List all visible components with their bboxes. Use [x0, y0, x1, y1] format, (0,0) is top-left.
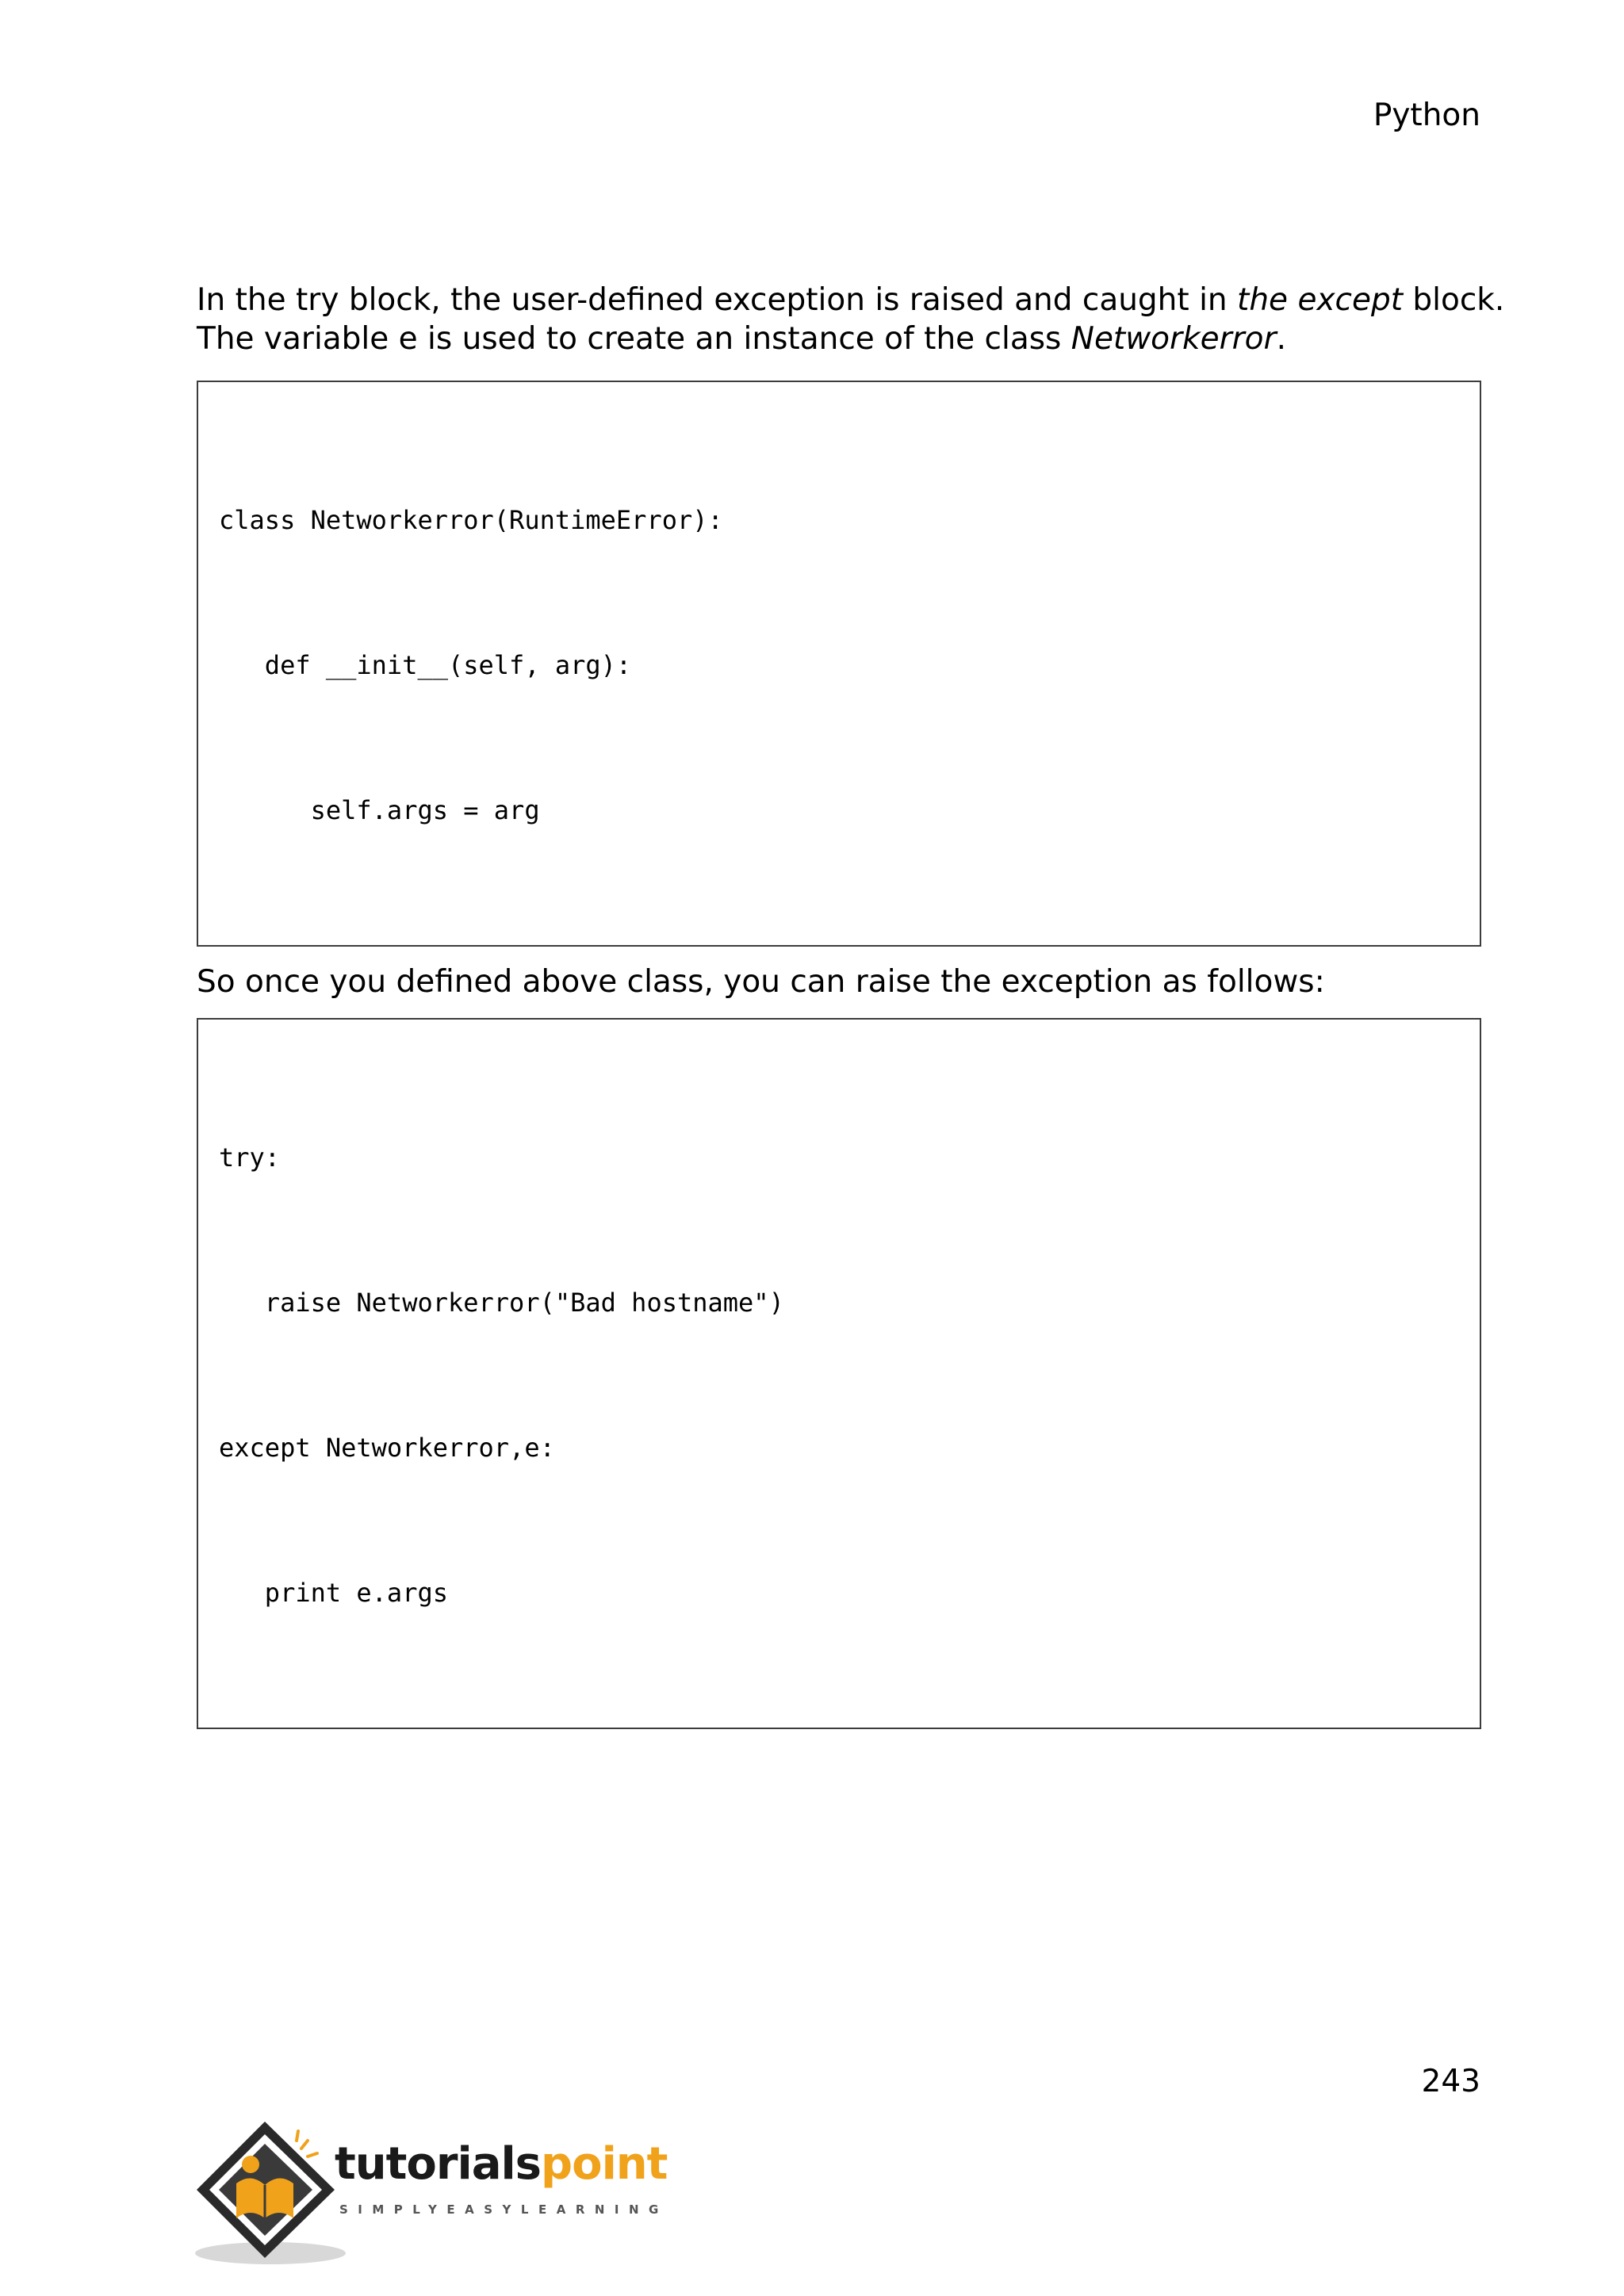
code-line: except Networkerror,e: — [219, 1433, 555, 1463]
logo-tagline: SIMPLYEASYLEARNING — [339, 2202, 668, 2217]
code-line: try: — [219, 1142, 281, 1173]
emphasis-networkerror: Networkerror — [1071, 321, 1277, 357]
tutorialspoint-logo — [195, 2117, 687, 2267]
intro-paragraph-line-1: In the try block, the user-defined exception is raised and caught in the except block. — [197, 282, 1505, 318]
code-line: print e.args — [219, 1578, 448, 1608]
code-block-class-definition — [197, 381, 1481, 947]
page-number: 243 — [1421, 2064, 1480, 2099]
logo-emblem-icon — [195, 2117, 354, 2267]
code-block-raise-example — [197, 1018, 1481, 1729]
emphasis-the-except: the except — [1237, 282, 1404, 318]
raise-paragraph: So once you defined above class, you can raise the exception as follows: — [197, 964, 1325, 1000]
code-line: def __init__(self, arg): — [219, 650, 632, 680]
code-line: self.args = arg — [219, 795, 540, 825]
page-content — [197, 281, 1505, 1729]
code-line: class Networkerror(RuntimeError): — [219, 505, 723, 535]
code-line: raise Networkerror("Bad hostname") — [219, 1288, 784, 1318]
intro-paragraph-line-2: The variable e is used to create an instance of the class Networkerror. — [197, 321, 1286, 357]
logo-wordmark: tutorialspoint — [335, 2138, 668, 2190]
page-header-title: Python — [1373, 98, 1480, 133]
